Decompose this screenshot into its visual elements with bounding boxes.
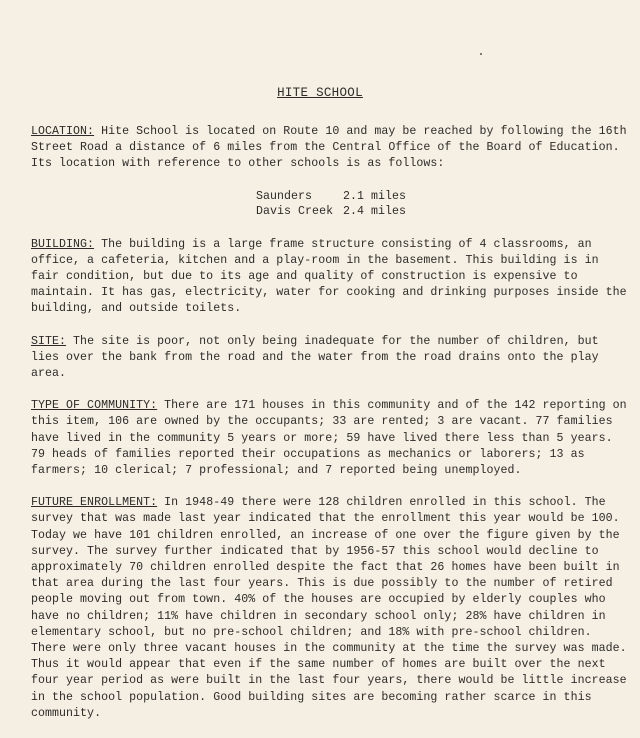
distance-list (256, 189, 631, 219)
community-paragraph (31, 398, 631, 479)
distance-row (256, 189, 631, 204)
enrollment-heading: FUTURE ENROLLMENT: (31, 496, 158, 510)
enrollment-text: In 1948-49 there were 128 children enrolled in this school. The survey that was made last year indicated that the enrollment this year would be 100. Today we have 101 children enrolled, an increase of one over the figure given by the survey. The survey further indicated that by 1956-57 this school would decline to approximately 70 children enrolled despite the fact that 26 homes have been built in that area during the last four years. This is due possibly to the number of retired people moving out from town. 40% of the houses are occupied by elderly couples who have no children; 11% have children in secondary school only; 28% have children in elementary school, but no pre-school children; and 18% with pre-school children. There were only three vacant houses in the community at the time the survey was made. Thus it would appear that even if the same number of homes are built over the next four year period as were built in the last four years, there would be little increase in the school population. Good building sites are becoming rather scarce in this community. (31, 496, 627, 720)
site-text: The site is poor, not only being inadequate for the number of children, but lies over the bank from the road and the water from the road drains onto the play area. (31, 334, 599, 381)
distance-value: 2.4 miles (343, 204, 407, 218)
building-paragraph (31, 237, 631, 318)
enrollment-paragraph (31, 495, 631, 722)
document-title-block (0, 86, 640, 100)
distance-value: 2.1 miles (343, 189, 407, 203)
distance-school: Saunders (256, 189, 313, 203)
document-title: HITE SCHOOL (277, 86, 363, 100)
building-heading: BUILDING: (31, 237, 95, 251)
site-paragraph (31, 334, 631, 383)
document-body (31, 124, 631, 738)
site-heading: SITE: (31, 334, 67, 348)
community-text: There are 171 houses in this community and of the 142 reporting on this item, 106 are owned by the occupants; 33 are rented; 3 are vacant. 77 families have lived in the community 5 years or more; 59 have lived there less than 5 years. 79 heads of families reported their occupations as mechanics or laborers; 13 as farmers; 10 clerical; 7 professional; and 7 reported being unemployed. (31, 399, 627, 478)
paper-speck (480, 53, 482, 55)
location-text: Hite School is located on Route 10 and may be reached by following the 16th Street Road a distance of 6 miles from the Central Office of the Board of Education. Its location with reference to other schools is as follows: (31, 125, 627, 171)
distance-row (256, 204, 631, 219)
location-paragraph (31, 124, 631, 173)
community-heading: TYPE OF COMMUNITY: (31, 399, 158, 413)
distance-school: Davis Creek (256, 204, 334, 218)
location-heading: LOCATION: (31, 125, 95, 138)
building-text: The building is a large frame structure consisting of 4 classrooms, an office, a cafeteria, kitchen and a play-room in the basement. This building is in fair condition, but due to its age and quality of construction is expensive to maintain. It has gas, electricity, water for cooking and drinking purposes inside the building, and outside toilets. (31, 237, 627, 316)
